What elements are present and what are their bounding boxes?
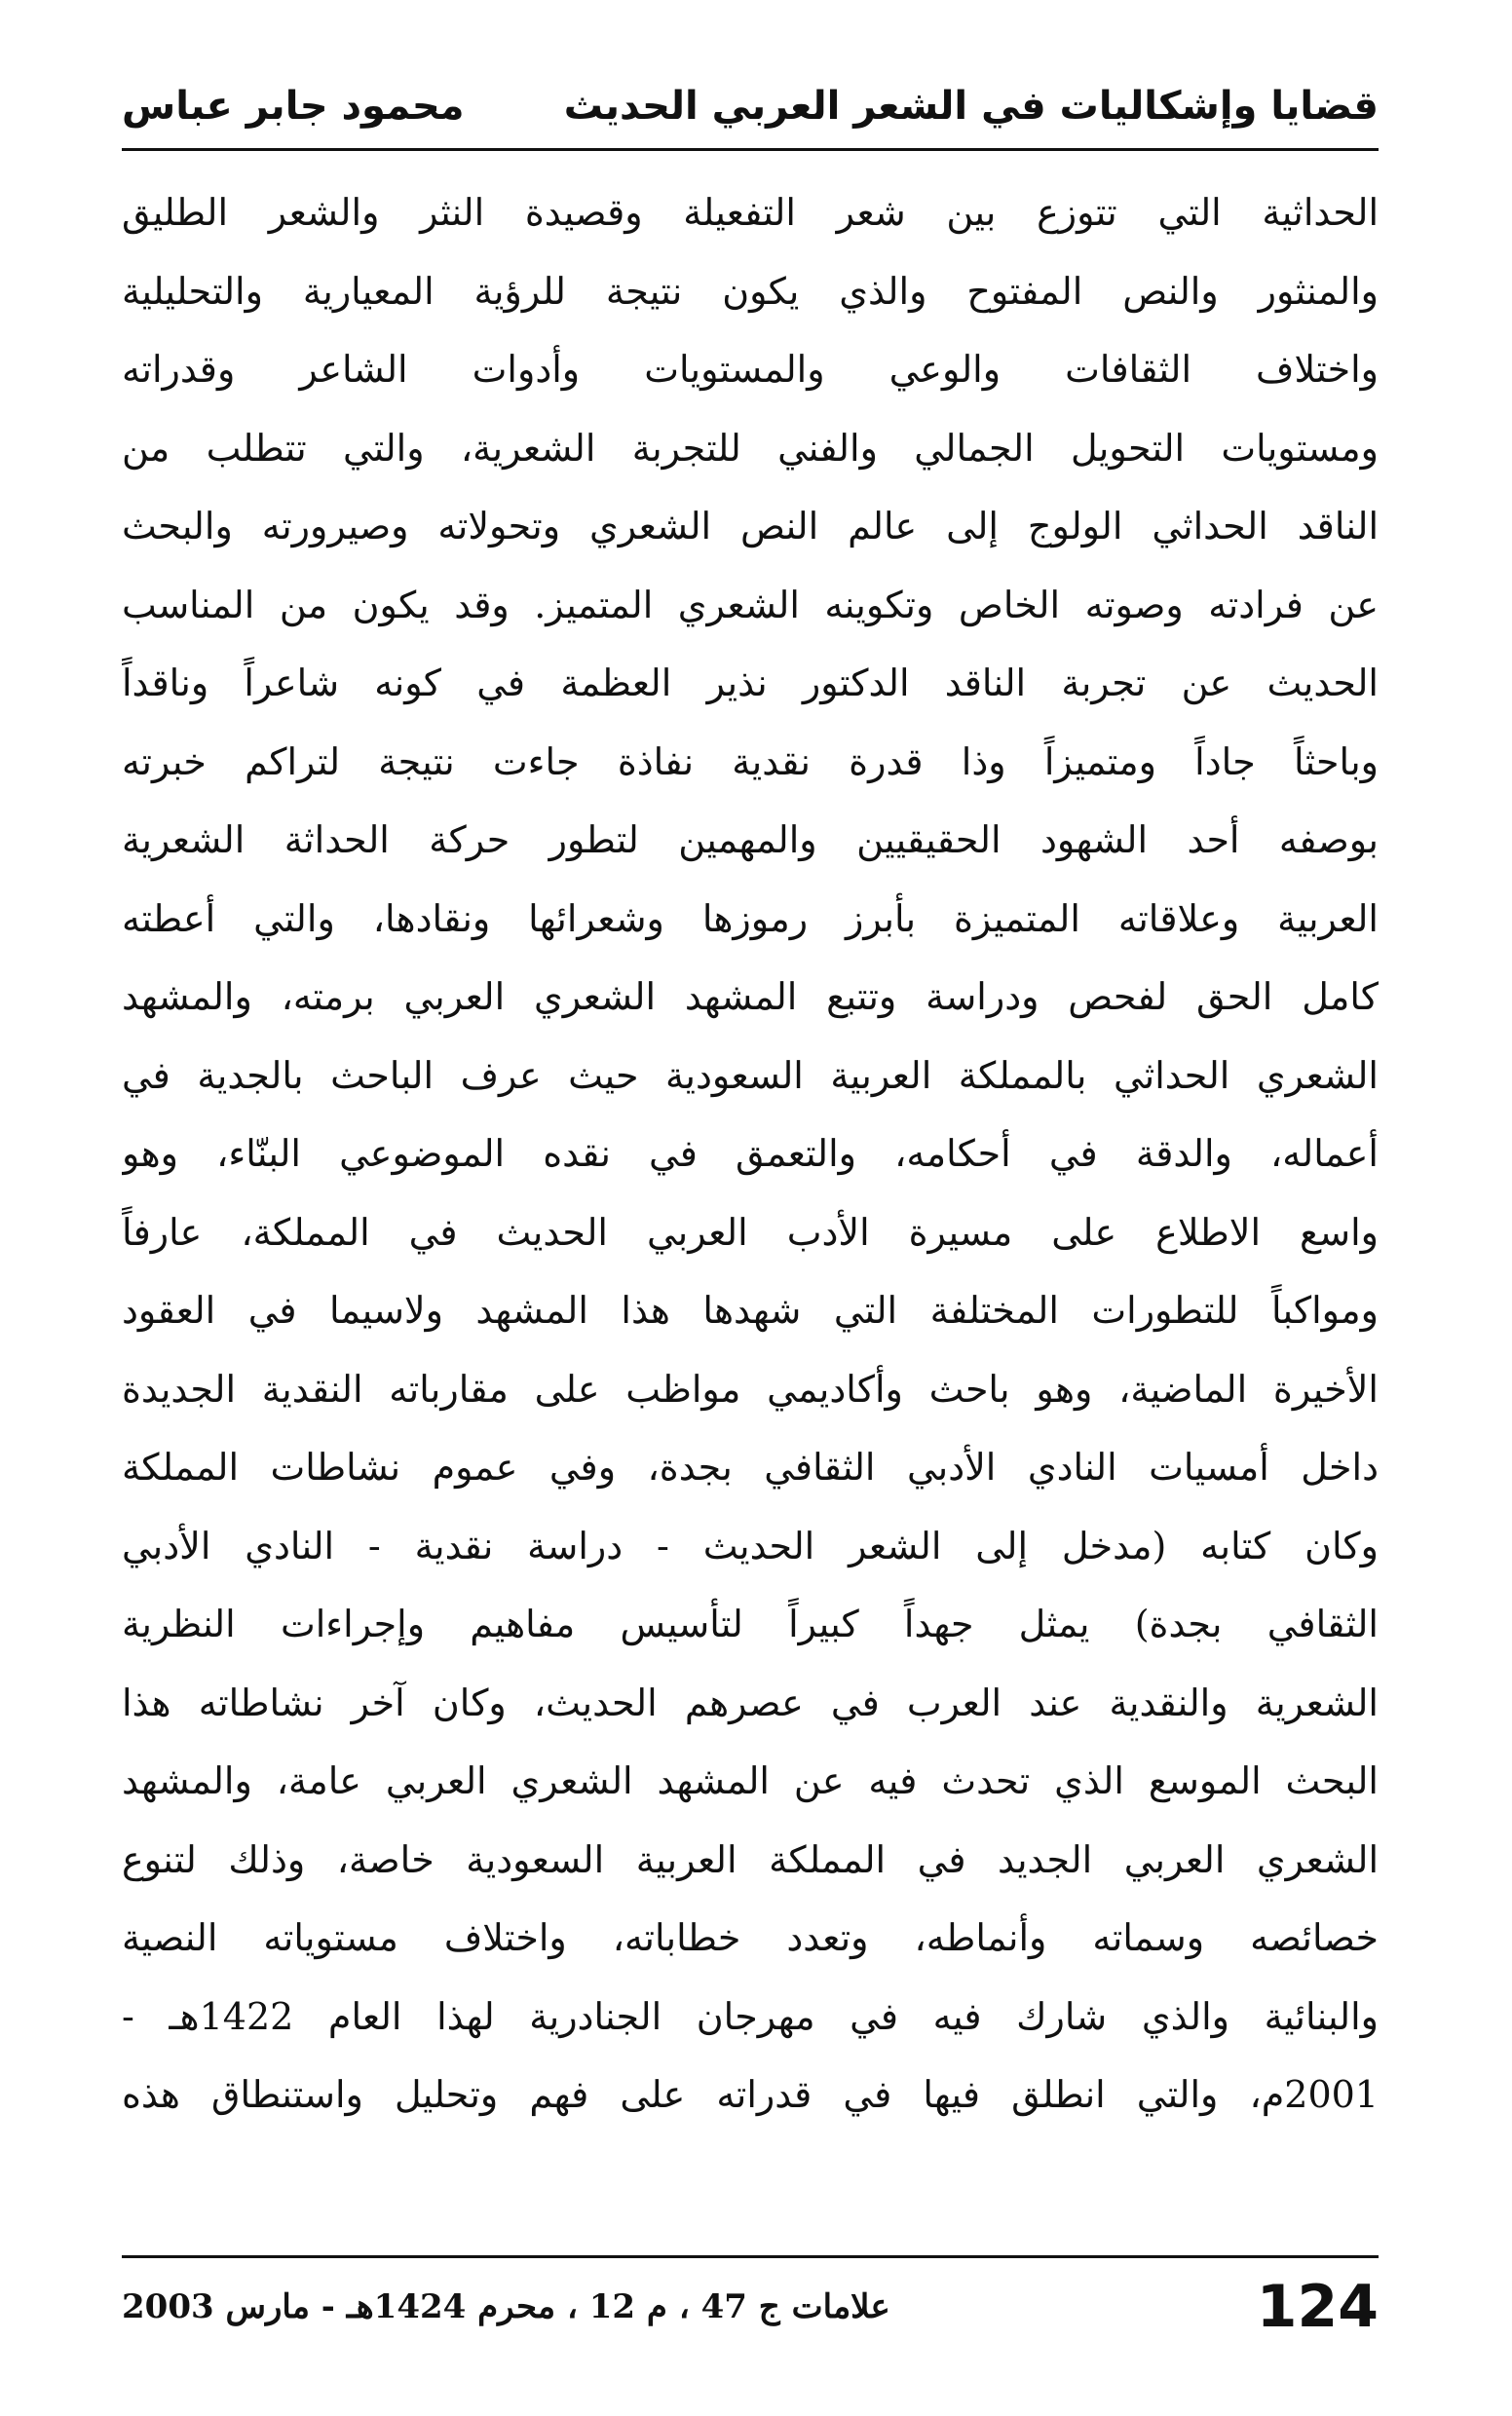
text-line: البحث الموسع الذي تحدث فيه عن المشهد الشعري العربي عامة، والمشهد: [122, 1759, 1379, 1802]
body-text: [122, 173, 1379, 2134]
text-line: 2001م، والتي انطلق فيها في قدراته على فهم وتحليل واستنطاق هذه: [122, 2073, 1379, 2116]
text-line: والبنائية والذي شارك فيه في مهرجان الجنادرية لهذا العام 1422هـ -: [122, 1994, 1379, 2038]
text-line: الحداثية التي تتوزع بين شعر التفعيلة وقصيدة النثر والشعر الطليق: [122, 191, 1379, 234]
text-line: الأخيرة الماضية، وهو باحث وأكاديمي مواظب على مقارباته النقدية الجديدة: [122, 1367, 1379, 1411]
text-line: الشعرية والنقدية عند العرب في عصرهم الحديث، وكان آخر نشاطاته هذا: [122, 1680, 1379, 1724]
running-header: [122, 84, 1379, 152]
text-line: الناقد الحداثي الولوج إلى عالم النص الشعري وتحولاته وصيرورته والبحث: [122, 505, 1379, 547]
page-number: 124: [1256, 2273, 1379, 2341]
text-line: العربية وعلاقاته المتميزة بأبرز رموزها وشعرائها ونقادها، والتي أعطته: [122, 896, 1379, 940]
text-line: واختلاف الثقافات والوعي والمستويات وأدوات الشاعر وقدراته: [122, 348, 1379, 391]
text-line: الثقافي بجدة) يمثل جهداً كبيراً لتأسيس مفاهيم وإجراءات النظرية: [122, 1603, 1379, 1645]
text-line: والمنثور والنص المفتوح والذي يكون نتيجة للرؤية المعيارية والتحليلية: [122, 269, 1379, 313]
text-line: ومواكباً للتطورات المختلفة التي شهدها هذا المشهد ولاسيما في العقود: [122, 1289, 1379, 1332]
text-line: وكان كتابه (مدخل إلى الشعر الحديث - دراسة نقدية - النادي الأدبي: [122, 1524, 1379, 1567]
text-line: الشعري العربي الجديد في المملكة العربية السعودية خاصة، وذلك لتنوع: [122, 1837, 1379, 1881]
text-line: الشعري الحداثي بالمملكة العربية السعودية حيث عرف الباحث بالجدية في: [122, 1053, 1379, 1097]
text-line: داخل أمسيات النادي الأدبي الثقافي بجدة، وفي عموم نشاطات المملكة: [122, 1446, 1379, 1489]
running-header-author: محمود جابر عباس: [122, 84, 465, 129]
journal-issue-info: علامات ج 47 ، م 12 ، محرم 1424هـ - مارس 2003: [122, 2287, 890, 2326]
running-header-book-title: قضايا وإشكاليات في الشعر العربي الحديث: [563, 84, 1379, 129]
text-line: عن فرادته وصوته الخاص وتكوينه الشعري المتميز. وقد يكون من المناسب: [122, 583, 1379, 626]
book-page: [122, 58, 1379, 2358]
header-divider: [122, 148, 1379, 151]
page-footer: [122, 2268, 1379, 2346]
text-line: ومستويات التحويل الجمالي والفني للتجربة الشعرية، والتي تتطلب من: [122, 426, 1379, 470]
text-line: خصائصه وسماته وأنماطه، وتعدد خطاباته، واختلاف مستوياته النصية: [122, 1916, 1379, 1959]
text-line: واسع الاطلاع على مسيرة الأدب العربي الحديث في المملكة، عارفاً: [122, 1210, 1379, 1254]
footer-divider: [122, 2255, 1379, 2258]
text-line: وباحثاً جاداً ومتميزاً وذا قدرة نقدية نفاذة جاءت نتيجة لتراكم خبرته: [122, 739, 1379, 783]
text-line: الحديث عن تجربة الناقد الدكتور نذير العظمة في كونه شاعراً وناقداً: [122, 661, 1379, 704]
text-line: أعماله، والدقة في أحكامه، والتعمق في نقده الموضوعي البنّاء، وهو: [122, 1132, 1379, 1175]
text-line: كامل الحق لفحص ودراسة وتتبع المشهد الشعري العربي برمته، والمشهد: [122, 975, 1379, 1018]
text-line: بوصفه أحد الشهود الحقيقيين والمهمين لتطور حركة الحداثة الشعرية: [122, 818, 1379, 861]
